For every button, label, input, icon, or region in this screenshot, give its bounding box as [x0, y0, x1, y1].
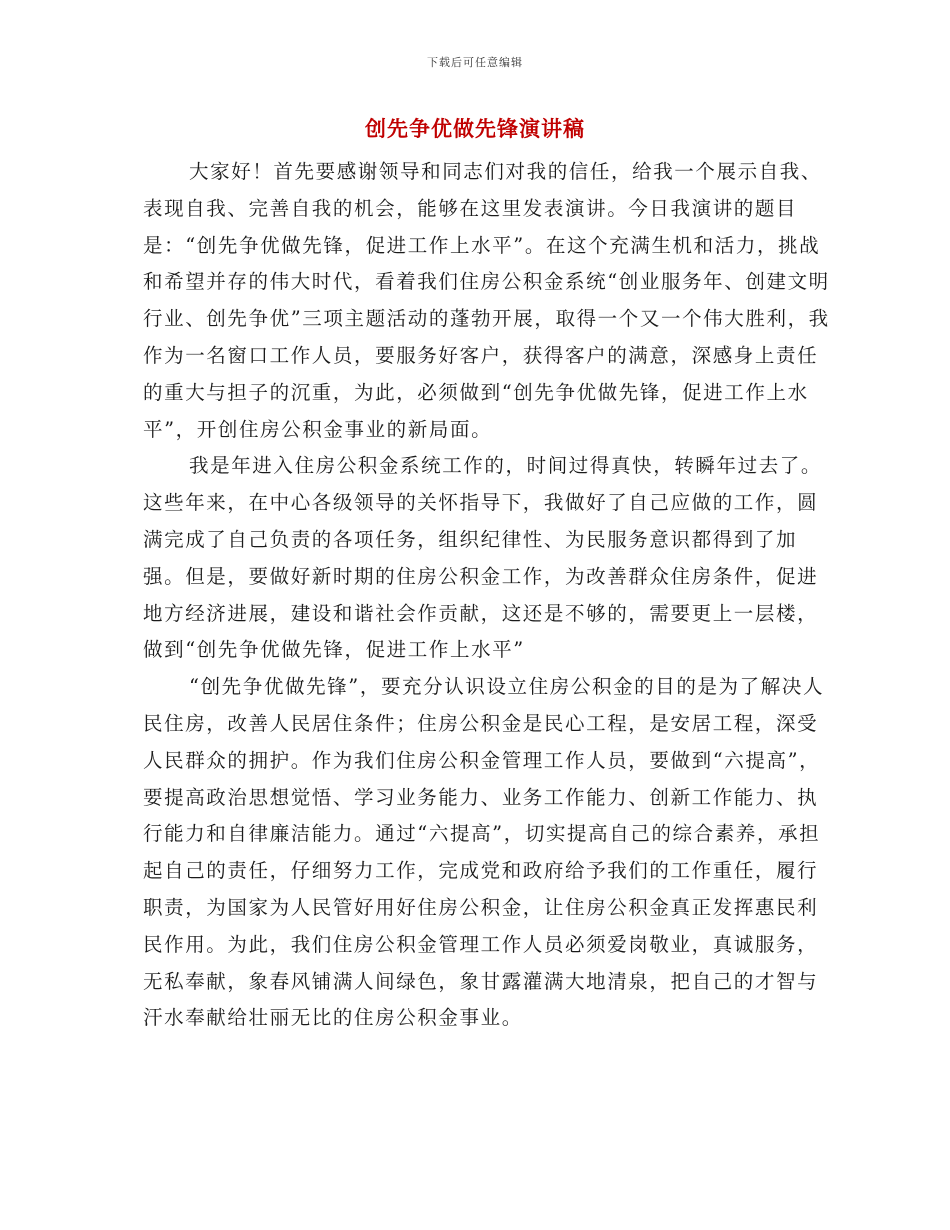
document-body — [143, 154, 833, 1037]
paragraph-2: 我是年进入住房公积金系统工作的，时间过得真快，转瞬年过去了。这些年来，在中心各级领导的关怀指导下，我做好了自己应做的工作，圆满完成了自己负责的各项任务，组织纪律性、为民服务意识都得到了加强。但是，要做好新时期的住房公积金工作，为改善群众住房条件，促进地方经济进展，建设和谐社会作贡献，这还是不够的，需要更上一层楼，做到“创先争优做先锋，促进工作上水平” — [143, 454, 823, 662]
page-header-note: 下载后可任意编辑 — [427, 56, 523, 69]
paragraph-1: 大家好！首先要感谢领导和同志们对我的信任，给我一个展示自我、表现自我、完善自我的机会，能够在这里发表演讲。今日我演讲的题目是：“创先争优做先锋，促进工作上水平”。在这个充满生机和活力，挑战和希望并存的伟大时代，看着我们住房公积金系统“创业服务年、创建文明行业、创先争优”三项主题活动的蓬勃开展，取得一个又一个伟大胜利，我作为一名窗口工作人员，要服务好客户，获得客户的满意，深感身上责任的重大与担子的沉重，为此，必须做到“创先争优做先锋，促进工作上水平”，开创住房公积金事业的新局面。 — [143, 160, 830, 441]
document-title: 创先争优做先锋演讲稿 — [365, 117, 585, 141]
paragraph-3: “创先争优做先锋”，要充分认识设立住房公积金的目的是为了解决人民住房，改善人民居住条件；住房公积金是民心工程，是安居工程，深受人民群众的拥护。作为我们住房公积金管理工作人员，要做到“六提高”，要提高政治思想觉悟、学习业务能力、业务工作能力、创新工作能力、执行能力和自律廉洁能力。通过“六提高”，切实提高自己的综合素养，承担起自己的责任，仔细努力工作，完成党和政府给予我们的工作重任，履行职责，为国家为人民管好用好住房公积金，让住房公积金真正发挥惠民利民作用。为此，我们住房公积金管理工作人员必须爱岗敬业，真诚服务，无私奉献，象春风铺满人间绿色，象甘露灌满大地清泉，把自己的才智与汗水奉献给壮丽无比的住房公积金事业。 — [143, 675, 825, 1030]
